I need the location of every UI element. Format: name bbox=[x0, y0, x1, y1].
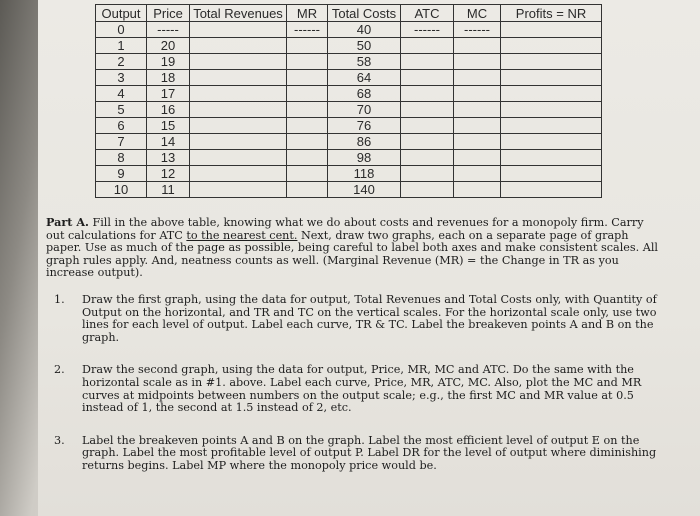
table-row bbox=[96, 102, 602, 118]
cell-total-revenues bbox=[190, 70, 287, 86]
cell-total-costs: 140 bbox=[328, 182, 401, 198]
cell-mc bbox=[454, 166, 501, 182]
table-row bbox=[96, 182, 602, 198]
cell-mc bbox=[454, 86, 501, 102]
cell-output: 6 bbox=[96, 118, 147, 134]
col-header-total-revenues: Total Revenues bbox=[190, 5, 287, 22]
list-item bbox=[46, 364, 658, 414]
cell-output: 5 bbox=[96, 102, 147, 118]
cell-total-revenues bbox=[190, 102, 287, 118]
cell-atc bbox=[401, 150, 454, 166]
cell-mc bbox=[454, 54, 501, 70]
table-row bbox=[96, 118, 602, 134]
cell-mr bbox=[287, 150, 328, 166]
cell-atc bbox=[401, 38, 454, 54]
cell-mr bbox=[287, 38, 328, 54]
cell-total-revenues bbox=[190, 118, 287, 134]
cell-price: 14 bbox=[147, 134, 190, 150]
cell-mr bbox=[287, 86, 328, 102]
cell-output: 2 bbox=[96, 54, 147, 70]
table-row bbox=[96, 54, 602, 70]
cell-total-costs: 118 bbox=[328, 166, 401, 182]
cell-atc bbox=[401, 134, 454, 150]
table-row bbox=[96, 86, 602, 102]
col-header-atc: ATC bbox=[401, 5, 454, 22]
cell-output: 8 bbox=[96, 150, 147, 166]
cell-price: 20 bbox=[147, 38, 190, 54]
cell-mr bbox=[287, 54, 328, 70]
list-item bbox=[46, 294, 658, 344]
cell-mc: ------ bbox=[454, 22, 501, 38]
col-header-output: Output bbox=[96, 5, 147, 22]
table-row bbox=[96, 166, 602, 182]
cell-total-revenues bbox=[190, 182, 287, 198]
cell-atc bbox=[401, 70, 454, 86]
cell-mc bbox=[454, 70, 501, 86]
cell-total-costs: 76 bbox=[328, 118, 401, 134]
table-row bbox=[96, 38, 602, 54]
cell-price: ----- bbox=[147, 22, 190, 38]
cell-profits bbox=[501, 86, 602, 102]
col-header-price: Price bbox=[147, 5, 190, 22]
cell-total-revenues bbox=[190, 38, 287, 54]
cell-atc bbox=[401, 166, 454, 182]
cell-total-costs: 40 bbox=[328, 22, 401, 38]
cell-total-costs: 86 bbox=[328, 134, 401, 150]
cell-price: 17 bbox=[147, 86, 190, 102]
cell-profits bbox=[501, 70, 602, 86]
cell-mr bbox=[287, 70, 328, 86]
cost-revenue-table bbox=[95, 4, 602, 198]
col-header-mc: MC bbox=[454, 5, 501, 22]
cell-mc bbox=[454, 134, 501, 150]
cell-total-costs: 58 bbox=[328, 54, 401, 70]
cell-atc: ------ bbox=[401, 22, 454, 38]
instructions bbox=[46, 216, 658, 473]
cell-price: 18 bbox=[147, 70, 190, 86]
col-header-profits: Profits = NR bbox=[501, 5, 602, 22]
cell-total-revenues bbox=[190, 150, 287, 166]
list-item bbox=[46, 435, 658, 473]
cell-total-costs: 64 bbox=[328, 70, 401, 86]
cell-mr bbox=[287, 102, 328, 118]
cell-atc bbox=[401, 102, 454, 118]
cell-atc bbox=[401, 54, 454, 70]
cell-atc bbox=[401, 182, 454, 198]
cell-total-revenues bbox=[190, 166, 287, 182]
item-number: 2. bbox=[54, 363, 65, 377]
part-a-underlined: to the nearest cent. bbox=[186, 228, 298, 242]
cell-profits bbox=[501, 118, 602, 134]
cell-total-costs: 50 bbox=[328, 38, 401, 54]
item-number: 3. bbox=[54, 433, 65, 447]
cell-profits bbox=[501, 54, 602, 70]
part-a-intro: Fill in the above table, knowing what we do about costs and revenues for a monopoly firm. Carry out calculations for ATC bbox=[46, 216, 644, 242]
table-row bbox=[96, 22, 602, 38]
cell-profits bbox=[501, 166, 602, 182]
cell-price: 13 bbox=[147, 150, 190, 166]
col-header-mr: MR bbox=[287, 5, 328, 22]
cell-atc bbox=[401, 118, 454, 134]
cell-mc bbox=[454, 150, 501, 166]
cell-total-costs: 70 bbox=[328, 102, 401, 118]
cell-mr: ------ bbox=[287, 22, 328, 38]
cell-total-revenues bbox=[190, 86, 287, 102]
col-header-total-costs: Total Costs bbox=[328, 5, 401, 22]
cell-mc bbox=[454, 182, 501, 198]
instruction-list bbox=[46, 294, 658, 473]
item-number: 1. bbox=[54, 292, 65, 306]
cell-output: 4 bbox=[96, 86, 147, 102]
cell-total-revenues bbox=[190, 54, 287, 70]
cell-profits bbox=[501, 22, 602, 38]
cell-profits bbox=[501, 150, 602, 166]
cell-profits bbox=[501, 102, 602, 118]
cell-mr bbox=[287, 166, 328, 182]
cell-price: 16 bbox=[147, 102, 190, 118]
cell-output: 3 bbox=[96, 70, 147, 86]
cell-price: 19 bbox=[147, 54, 190, 70]
cell-mc bbox=[454, 102, 501, 118]
item-text: Draw the second graph, using the data for output, Price, MR, MC and ATC. Do the same with the horizontal scale as in #1. above. Label each curve, Price, MR, ATC, MC. Also, plot the MC and MR curves at midpoints between numbers on the output scale; e.g., the first MC and MR value at 0.5 instead of 1, the second at 1.5 instead of 2, etc. bbox=[82, 363, 642, 415]
item-text: Label the breakeven points A and B on the graph. Label the most efficient level of output E on the graph. Label the most profitable level of output P. Label DR for the level of output where diminishing returns begins. Label MP where the monopoly price would be. bbox=[82, 433, 657, 472]
cell-total-revenues bbox=[190, 22, 287, 38]
cell-price: 12 bbox=[147, 166, 190, 182]
cell-output: 7 bbox=[96, 134, 147, 150]
cell-mc bbox=[454, 38, 501, 54]
cell-price: 11 bbox=[147, 182, 190, 198]
table-row bbox=[96, 70, 602, 86]
cell-output: 10 bbox=[96, 182, 147, 198]
cell-total-revenues bbox=[190, 134, 287, 150]
cell-atc bbox=[401, 86, 454, 102]
cell-output: 9 bbox=[96, 166, 147, 182]
item-text: Draw the first graph, using the data for output, Total Revenues and Total Costs only, with Quantity of Output on the horizontal, and TR and TC on the vertical scales. For the horizontal scale only, use two lines for each level of output. Label each curve, TR & TC. Label the breakeven points A and B on the graph. bbox=[82, 292, 657, 344]
cell-price: 15 bbox=[147, 118, 190, 134]
part-a-label: Part A. bbox=[46, 215, 89, 229]
table-header-row bbox=[96, 5, 602, 22]
cell-total-costs: 68 bbox=[328, 86, 401, 102]
cell-output: 0 bbox=[96, 22, 147, 38]
table-row bbox=[96, 150, 602, 166]
cell-mc bbox=[454, 118, 501, 134]
cell-mr bbox=[287, 134, 328, 150]
cell-profits bbox=[501, 38, 602, 54]
part-a-intro-rest: Next, draw two graphs, each on a separate page of graph paper. Use as much of the page as possible, being careful to label both axes and make consistent scales. All graph rules apply. And, neatness counts as well. (Marginal Revenue (MR) = the Change in TR as you increase output). bbox=[46, 228, 658, 280]
part-a-paragraph bbox=[46, 216, 658, 280]
cell-mr bbox=[287, 182, 328, 198]
cell-profits bbox=[501, 134, 602, 150]
table-row bbox=[96, 134, 602, 150]
cell-profits bbox=[501, 182, 602, 198]
cell-total-costs: 98 bbox=[328, 150, 401, 166]
cell-mr bbox=[287, 118, 328, 134]
cell-output: 1 bbox=[96, 38, 147, 54]
